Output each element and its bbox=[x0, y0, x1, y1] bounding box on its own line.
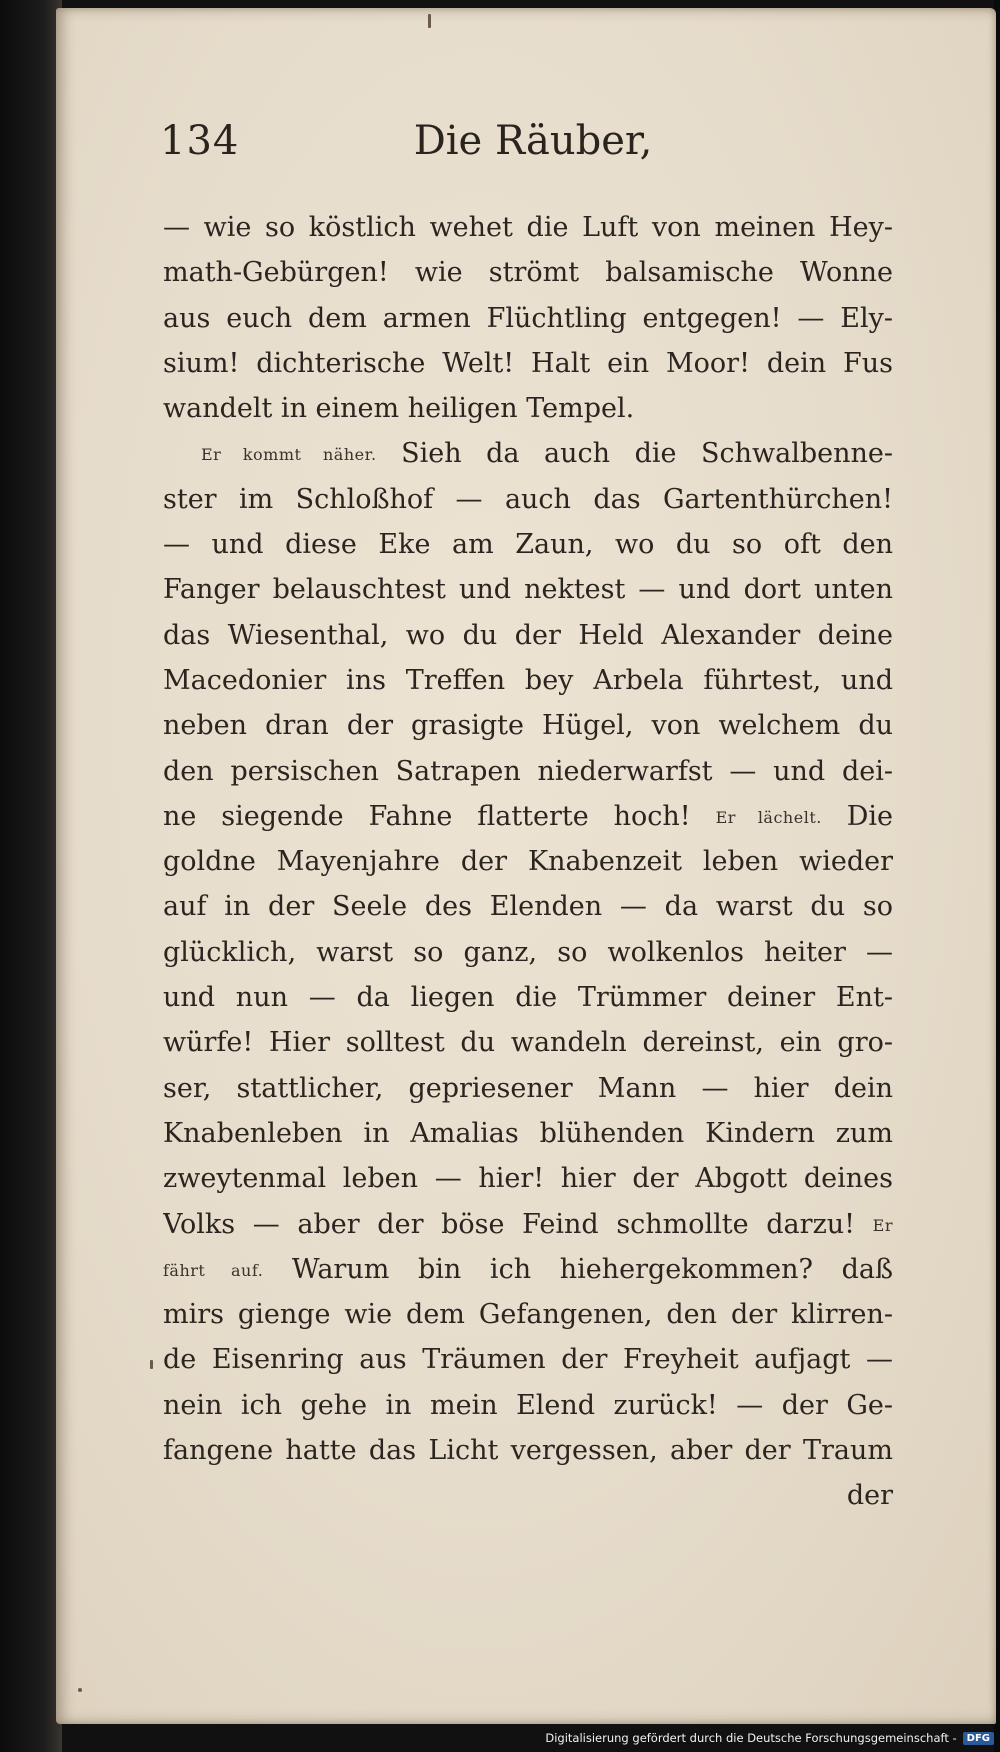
stage-direction: fährt auf. bbox=[163, 1260, 264, 1280]
text-line bbox=[163, 1202, 893, 1247]
text-line bbox=[163, 930, 893, 975]
text-line bbox=[163, 1066, 893, 1111]
paper-speck bbox=[150, 1360, 153, 1369]
text-line bbox=[163, 658, 893, 703]
line-text: aus euch dem armen Flüchtling entgegen! — Ely- bbox=[163, 302, 893, 334]
text-line bbox=[163, 613, 893, 658]
text-line bbox=[163, 975, 893, 1020]
line-text: das Wiesenthal, wo du der Held Alexander deine bbox=[163, 619, 893, 651]
text-line bbox=[163, 1383, 893, 1428]
body-text bbox=[163, 205, 893, 1519]
text-line bbox=[163, 431, 893, 476]
line-text: sium! dichterische Welt! Halt ein Moor! dein Fus bbox=[163, 347, 893, 379]
line-text: mirs gienge wie dem Gefangenen, den der klirren- bbox=[163, 1299, 893, 1331]
text-line bbox=[163, 1292, 893, 1337]
line-text: math-Gebürgen! wie strömt balsamische Wonne bbox=[163, 257, 893, 289]
page-header bbox=[108, 118, 898, 178]
line-text: glücklich, warst so ganz, so wolkenlos heiter — bbox=[163, 936, 893, 968]
line-text: wandelt in einem heiligen Tempel. bbox=[163, 393, 635, 425]
line-text: Volks — aber der böse Feind schmollte darzu! bbox=[163, 1208, 873, 1240]
line-text: zweytenmal leben — hier! hier der Abgott deines bbox=[163, 1163, 893, 1195]
text-line bbox=[163, 794, 893, 839]
line-text: und nun — da liegen die Trümmer deiner Ent- bbox=[163, 982, 893, 1014]
line-text: Warum bin ich hiehergekommen? daß bbox=[263, 1253, 893, 1285]
scan-left-edge bbox=[0, 0, 62, 1752]
text-line bbox=[163, 839, 893, 884]
line-text: ne siegende Fahne flatterte hoch! bbox=[163, 800, 716, 832]
text-line bbox=[163, 749, 893, 794]
text-line bbox=[163, 884, 893, 929]
text-line bbox=[163, 205, 893, 250]
line-text: Fanger belauschtest und nektest — und dort unten bbox=[163, 574, 893, 606]
line-text: Macedonier ins Treffen bey Arbela führtest, und bbox=[163, 664, 893, 696]
line-text: Sieh da auch die Schwalbenne- bbox=[376, 438, 893, 470]
line-text: den persischen Satrapen niederwarfst — und dei- bbox=[163, 755, 893, 787]
line-text: nein ich gehe in mein Elend zurück! — der Ge- bbox=[163, 1389, 893, 1421]
line-text: Die bbox=[821, 800, 893, 832]
line-text: goldne Mayenjahre der Knabenzeit leben wieder bbox=[163, 846, 893, 878]
text-line bbox=[163, 296, 893, 341]
line-text: de Eisenring aus Träumen der Freyheit aufjagt — bbox=[163, 1344, 893, 1376]
line-text: Knabenleben in Amalias blühenden Kindern zum bbox=[163, 1117, 893, 1149]
text-line bbox=[163, 703, 893, 748]
text-line bbox=[163, 341, 893, 386]
paper-speck bbox=[428, 14, 431, 28]
running-title: Die Räuber, bbox=[413, 118, 653, 164]
text-line bbox=[163, 1428, 893, 1473]
text-line bbox=[163, 250, 893, 295]
line-text: neben dran der grasigte Hügel, von welchem du bbox=[163, 710, 893, 742]
digitization-credit bbox=[545, 1728, 994, 1748]
text-line bbox=[163, 1020, 893, 1065]
credit-text: Digitalisierung gefördert durch die Deutsche Forschungsgemeinschaft - bbox=[545, 1731, 957, 1745]
stage-direction: Er kommt näher. bbox=[201, 445, 377, 465]
text-line bbox=[163, 1337, 893, 1382]
line-text: würfe! Hier solltest du wandeln dereinst, ein gro- bbox=[163, 1027, 893, 1059]
text-line bbox=[163, 1111, 893, 1156]
dfg-logo: DFG bbox=[963, 1732, 994, 1745]
catchword: der bbox=[846, 1480, 893, 1512]
paper-speck bbox=[78, 1688, 82, 1692]
line-text: — wie so köstlich wehet die Luft von meinen Hey- bbox=[163, 212, 893, 243]
text-line bbox=[163, 1247, 893, 1292]
stage-direction: Er lächelt. bbox=[715, 807, 822, 827]
text-line bbox=[163, 386, 893, 431]
page-number: 134 bbox=[160, 118, 240, 164]
line-text: auf in der Seele des Elenden — da warst du so bbox=[163, 891, 893, 923]
text-line bbox=[163, 477, 893, 522]
line-text: — und diese Eke am Zaun, wo du so oft den bbox=[163, 529, 893, 561]
text-line bbox=[163, 1156, 893, 1201]
text-line bbox=[163, 522, 893, 567]
line-text: fangene hatte das Licht vergessen, aber der Traum bbox=[163, 1435, 893, 1467]
line-text: ser, stattlicher, gepriesener Mann — hier dein bbox=[163, 1072, 893, 1104]
text-line bbox=[163, 567, 893, 612]
stage-direction: Er bbox=[872, 1215, 893, 1235]
line-text: ster im Schloßhof — auch das Gartenthürchen! bbox=[163, 483, 893, 515]
